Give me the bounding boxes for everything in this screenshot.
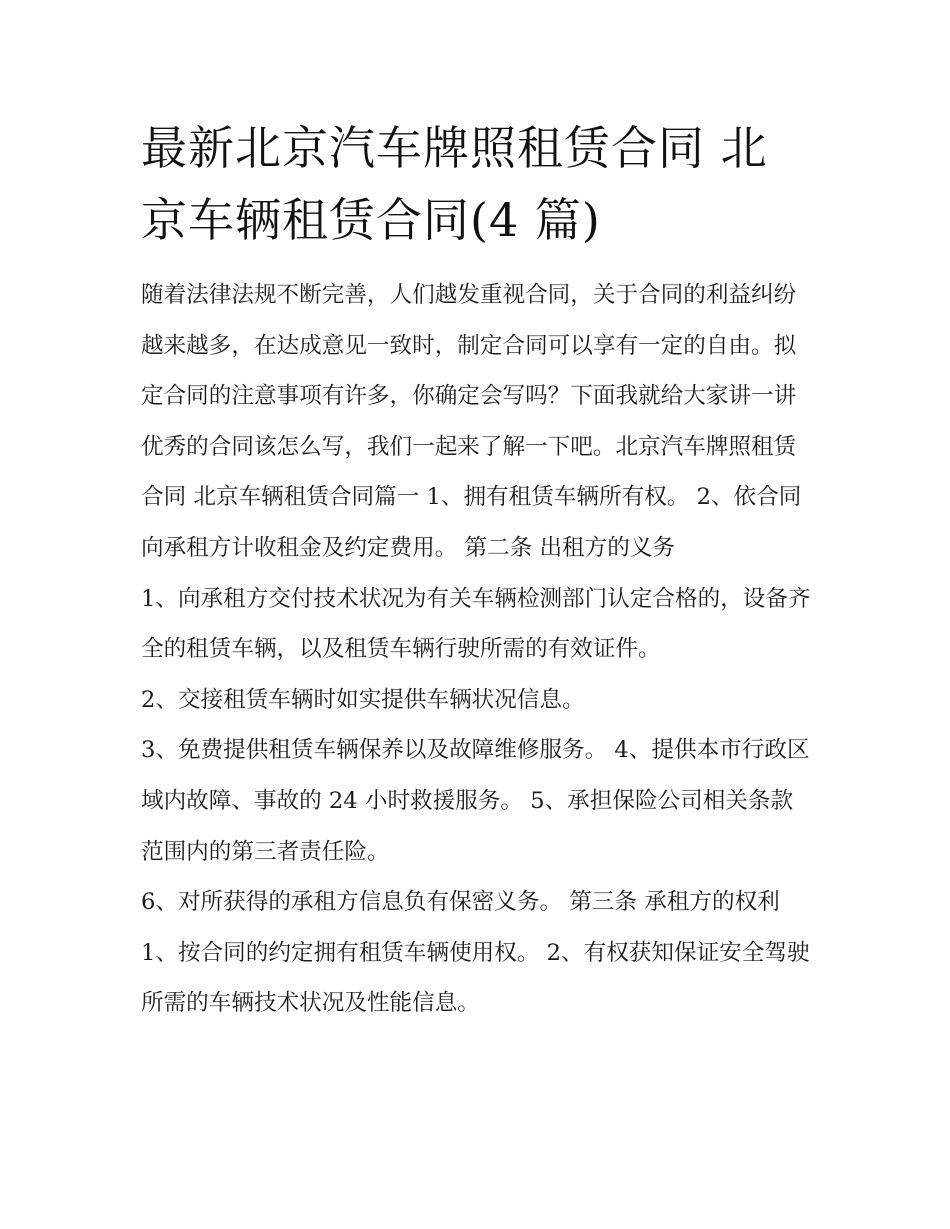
paragraph-obligation-6-lessee-rights: 6、对所获得的承租方信息负有保密义务。 第三条 承租方的权利 1、按合同的约定拥有租赁车辆使用权。 2、有权获知保证安全驾驶所需的车辆技术状况及性能信息。	[141, 889, 810, 1017]
document-title: 最新北京汽车牌照租赁合同 北京车辆租赁合同(4 篇)	[141, 121, 768, 247]
document-page	[141, 112, 813, 1029]
paragraph-obligation-2: 2、交接租赁车辆时如实提供车辆状况信息。	[141, 686, 585, 713]
paragraph-obligation-1: 1、向承租方交付技术状况为有关车辆检测部门认定合格的，设备齐全的租赁车辆，以及租赁车辆行驶所需的有效证件。	[141, 585, 811, 663]
paragraph-intro: 随着法律法规不断完善，人们越发重视合同，关于合同的利益纠纷越来越多，在达成意见一致时，制定合同可以享有一定的自由。拟定合同的注意事项有许多，你确定会写吗？下面我就给大家讲一讲优秀的合同该怎么写，我们一起来了解一下吧。北京汽车牌照租赁合同 北京车辆租赁合同篇一 1、拥有租赁车辆所有权。 2、依合同向承租方计收租金及约定费用。 第二条 出租方的义务	[141, 282, 802, 561]
paragraph-obligation-3-5: 3、免费提供租赁车辆保养以及故障维修服务。 4、提供本市行政区域内故障、事故的 24 小时救援服务。 5、承担保险公司相关条款范围内的第三者责任险。	[141, 737, 810, 865]
